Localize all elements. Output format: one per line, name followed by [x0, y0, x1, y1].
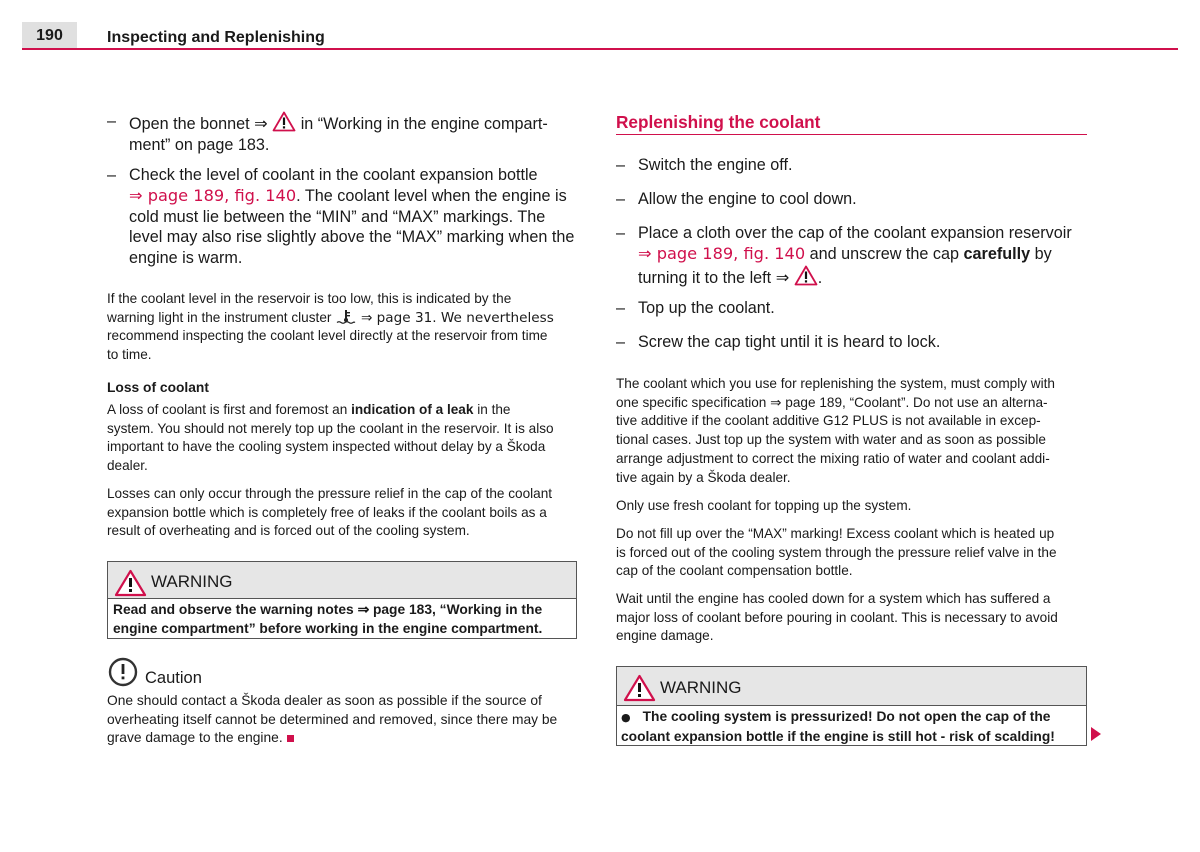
- specification-paragraph: [616, 375, 1087, 487]
- step-text: Switch the engine off.: [638, 156, 793, 174]
- para-line: tional cases. Just top up the system with water and as soon as possible: [616, 432, 1046, 448]
- caution-line: One should contact a Škoda dealer as soon as possible if the source of: [107, 693, 542, 708]
- para-line: Losses can only occur through the pressure relief in the cap of the coolant: [107, 486, 553, 501]
- para-line: ⇒ page 31. We nevertheless: [360, 309, 554, 326]
- para-line: Do not fill up over the “MAX” marking! Excess coolant which is heated up: [616, 526, 1055, 541]
- para-line: The coolant which you use for replenishing the system, must comply with: [616, 376, 1055, 391]
- step-text: turning it to the left: [638, 268, 772, 287]
- caution-circle-icon: [108, 657, 138, 687]
- para-line: result of overheating and is forced out of the cooling system.: [107, 523, 470, 539]
- step-text: and unscrew the cap: [809, 244, 960, 263]
- para-line: recommend inspecting the coolant level directly at the reservoir from time: [107, 328, 548, 344]
- para-line: is forced out of the cooling system through the pressure relief valve in the: [616, 544, 1057, 560]
- para-line: system. You should not merely top up the coolant in the reservoir. It is also: [107, 420, 554, 436]
- para-line: in the: [477, 402, 511, 417]
- warning-label: WARNING: [660, 678, 742, 697]
- para-line: cap of the coolant compensation bottle.: [616, 563, 853, 579]
- warning-box-header: [617, 667, 1086, 706]
- step-text: Allow the engine to cool down.: [638, 190, 857, 208]
- wait-paragraph: [616, 590, 1087, 646]
- max-marking-paragraph: [616, 525, 1087, 581]
- para-line: one specific specification ⇒ page 189, “Coolant”. Do not use an alterna-: [616, 394, 1048, 410]
- coolant-warning-light-icon: [336, 309, 356, 325]
- para-line: Wait until the engine has cooled down for a system which has suffered a: [616, 591, 1051, 606]
- warning-triangle-icon: [623, 674, 656, 702]
- warning-text: [108, 599, 576, 641]
- step-text: Check the level of coolant in the coolant expansion bottle: [129, 166, 538, 184]
- warning-line: coolant expansion bottle if the engine is still hot - risk of scalding!: [621, 728, 1055, 744]
- para-line: warning light in the instrument cluster: [107, 309, 332, 325]
- end-square-icon: [287, 735, 294, 742]
- loss-of-coolant-heading: Loss of coolant: [107, 380, 209, 395]
- para-line: arrange adjustment to correct the mixing ratio of water and coolant addi-: [616, 450, 1050, 466]
- step-text: Screw the cap tight until it is heard to lock.: [638, 333, 941, 351]
- warning-line: engine compartment” before working in the engine compartment.: [113, 620, 543, 636]
- emphasis-text: indication of a leak: [351, 402, 474, 417]
- coolant-low-paragraph: [107, 290, 577, 365]
- loss-paragraph: [107, 401, 577, 476]
- caution-line: overheating itself cannot be determined and removed, since there may be: [107, 711, 558, 727]
- bullet-icon: ●: [621, 711, 631, 724]
- fresh-coolant-paragraph: Only use fresh coolant for topping up the system.: [616, 498, 912, 513]
- step-dash: –: [616, 299, 626, 317]
- warning-line: Read and observe the warning notes ⇒ page 183, “Working in the: [113, 602, 543, 617]
- para-line: important to have the cooling system inspected without delay by a Škoda: [107, 439, 546, 455]
- step-dash: –: [616, 156, 626, 174]
- page-reference-link[interactable]: ⇒ page 189, fig. 140: [638, 243, 806, 263]
- step-text: level may also rise slightly above the “MAX” marking when the: [129, 228, 575, 247]
- step-text: ment” on page 183.: [129, 135, 270, 154]
- para-line: tive additive if the coolant additive G12 PLUS is not available in excep-: [616, 413, 1041, 429]
- caution-line: grave damage to the engine.: [107, 730, 283, 746]
- ref-arrow: ⇒: [254, 114, 268, 133]
- step-dash: –: [616, 190, 626, 208]
- step-dash: –: [616, 224, 626, 242]
- warning-text: [617, 706, 1086, 749]
- step-text: engine is warm.: [129, 249, 243, 268]
- para-line: to time.: [107, 347, 152, 363]
- pressure-relief-paragraph: [107, 485, 577, 541]
- para-line: tive again by a Škoda dealer.: [616, 469, 791, 485]
- header-rule: [22, 48, 1178, 50]
- warning-label: WARNING: [151, 572, 233, 591]
- warning-line: The cooling system is pressurized! Do not open the cap of the: [642, 709, 1051, 724]
- ref-arrow: ⇒: [775, 267, 790, 287]
- warning-box: [616, 666, 1087, 746]
- warning-box: [107, 561, 577, 639]
- section-title: Replenishing the coolant: [616, 112, 1087, 135]
- step-text: Place a cloth over the cap of the coolant expansion reservoir: [638, 224, 1072, 242]
- para-line: If the coolant level in the reservoir is too low, this is indicated by the: [107, 291, 512, 306]
- step-link-text: in “Working in the engine compart-: [300, 115, 548, 133]
- step-text: Open the bonnet: [129, 115, 250, 133]
- caution-text: [107, 692, 577, 748]
- page-number: 190: [22, 22, 77, 50]
- para-line: A loss of coolant is first and foremost an: [107, 402, 348, 417]
- para-line: dealer.: [107, 458, 148, 474]
- step-dash: –: [107, 112, 117, 130]
- continue-arrow-icon: [1090, 726, 1102, 742]
- step-text: Top up the coolant.: [638, 299, 775, 317]
- para-line: expansion bottle which is completely free of leaks if the coolant boils as a: [107, 504, 547, 520]
- page-header: [22, 22, 1178, 50]
- warning-box-header: [108, 562, 576, 599]
- caution-label: Caution: [145, 669, 202, 687]
- warning-triangle-icon: [114, 569, 147, 597]
- warning-triangle-icon: [794, 265, 818, 286]
- emphasis-text: carefully: [963, 244, 1031, 263]
- para-line: engine damage.: [616, 628, 714, 644]
- step-text: .: [817, 268, 823, 287]
- step-dash: –: [616, 333, 626, 351]
- para-line: major loss of coolant before pouring in coolant. This is necessary to avoid: [616, 609, 1058, 625]
- step-text: . The coolant level when the engine is: [296, 186, 567, 205]
- page-reference-link[interactable]: ⇒ page 189, fig. 140: [129, 185, 297, 205]
- header-title: Inspecting and Replenishing: [107, 29, 325, 46]
- step-text: by: [1034, 244, 1052, 263]
- warning-triangle-icon: [272, 111, 296, 132]
- step-text: cold must lie between the “MIN” and “MAX” markings. The: [129, 207, 546, 226]
- step-dash: –: [107, 166, 117, 184]
